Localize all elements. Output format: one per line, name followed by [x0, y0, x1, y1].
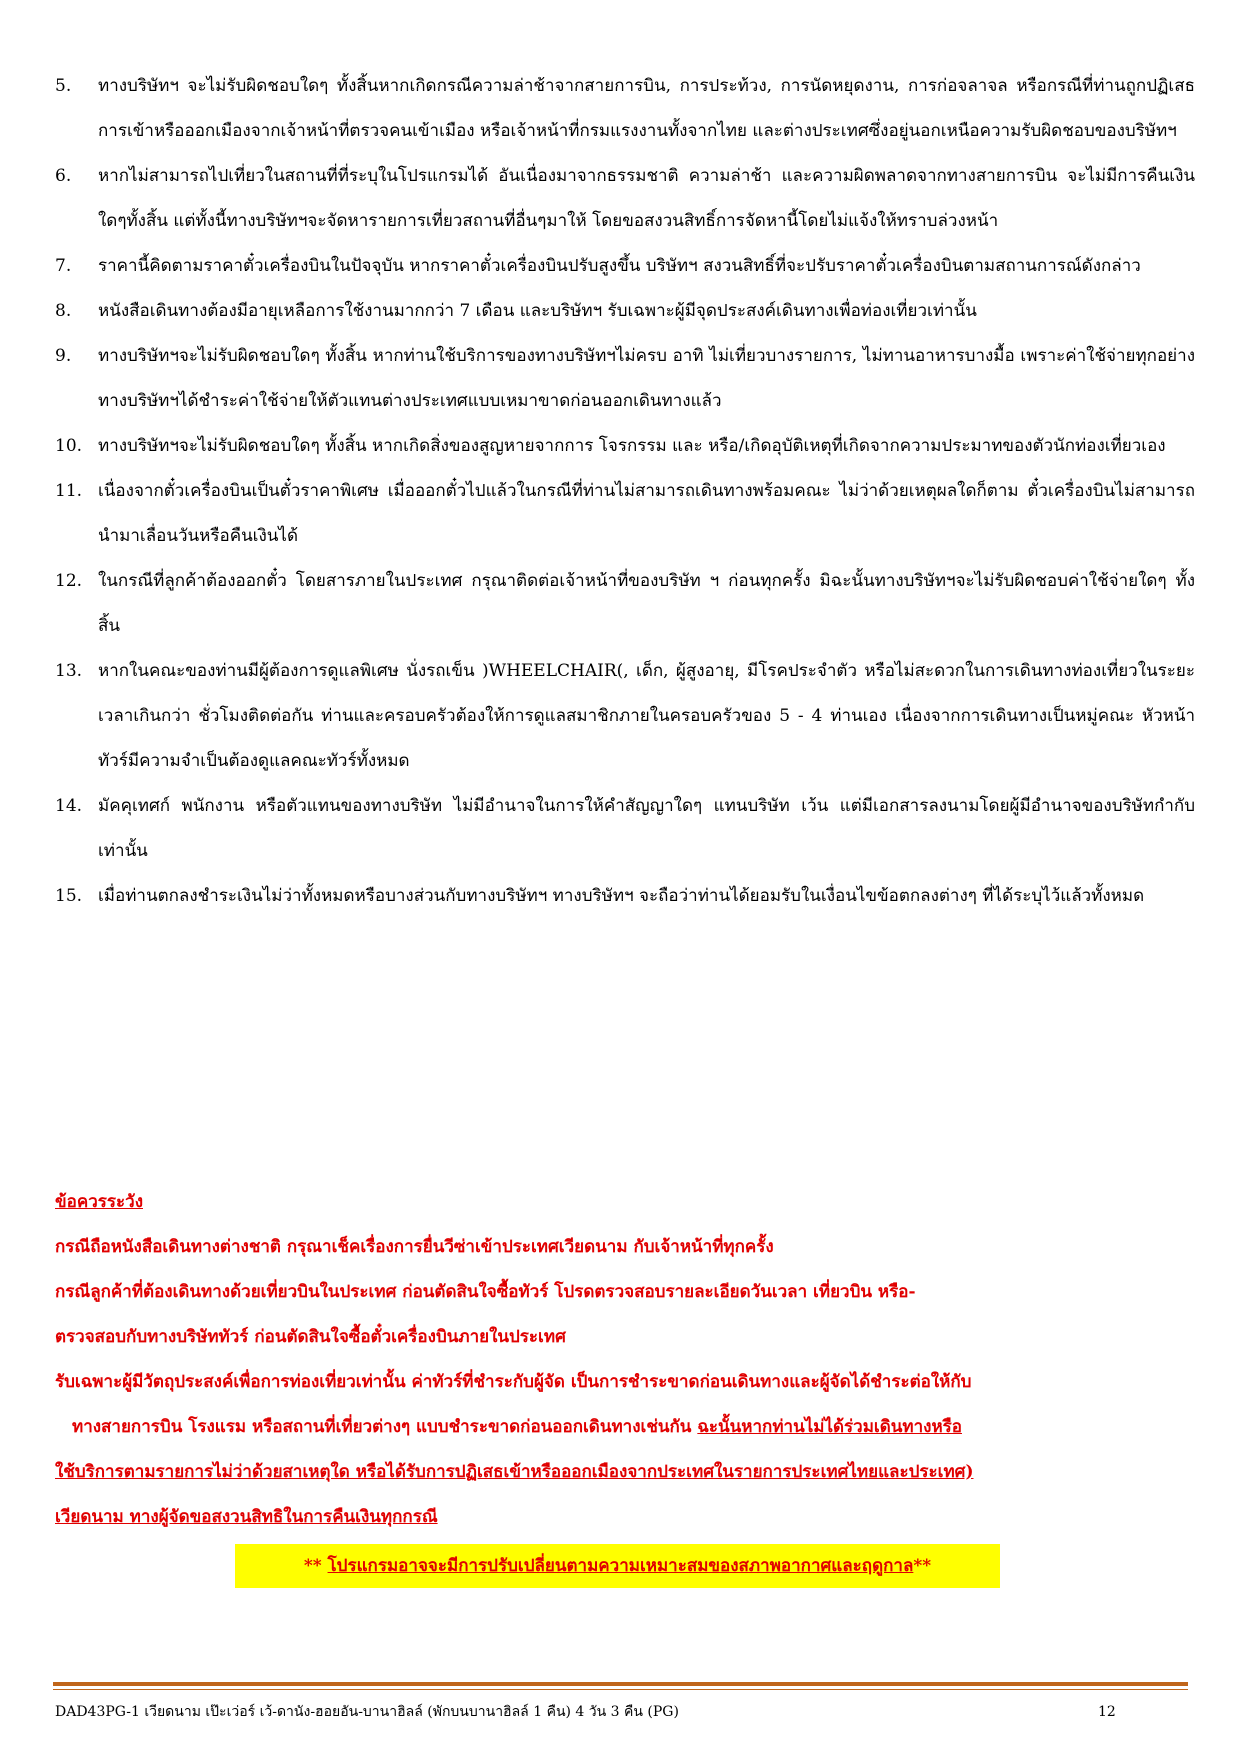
item-number: 14.	[55, 796, 83, 816]
item-number: 8.	[55, 301, 72, 321]
list-item	[55, 649, 1195, 784]
list-item	[55, 154, 1195, 244]
caution-line: เวียดนาม ทางผู้จัดขอสงวนสิทธิในการคืนเงินทุกกรณี	[55, 1507, 438, 1527]
item-text: เนื่องจากตั๋วเครื่องบินเป็นตั๋วราคาพิเศษ เมื่อออกตั๋วไปแล้วในกรณีที่ท่านไม่สามารถเดินทางพร้อมคณะ ไม่ว่าด้วยเหตุผลใดก็ตาม ตั๋วเครื่องบินไม่สามารถนำมาเลื่อนวันหรือคืนเงินได้	[98, 481, 1195, 546]
item-number: 12.	[55, 571, 83, 591]
list-item	[55, 559, 1195, 649]
item-number: 5.	[55, 76, 72, 96]
item-number: 10.	[55, 436, 83, 456]
list-item	[55, 334, 1195, 424]
list-item	[55, 424, 1195, 469]
footer-rule	[53, 1682, 1188, 1686]
footer-tour-code: DAD43PG-1 เวียดนาม เป๊ะเว่อร์ เว้-ดานัง-ฮอยอัน-บานาฮิลล์ (พักบนบานาฮิลล์ 1 คืน) 4 วัน 3 คืน (PG)	[55, 1704, 679, 1720]
item-text: ทางบริษัทฯ จะไม่รับผิดชอบใดๆ ทั้งสิ้นหากเกิดกรณีความล่าช้าจากสายการบิน, การประท้วง, การนัดหยุดงาน, การก่อจลาจล หรือกรณีที่ท่านถูกปฏิเสธ การเข้าหรือออกเมืองจากเจ้าหน้าที่ตรวจคนเข้าเมือง หรือเจ้าหน้าที่กรมแรงงานทั้งจากไทย และต่างประเทศซึ่งอยู่นอกเหนือความรับผิดชอบของบริษัทฯ	[98, 76, 1195, 141]
item-text: หนังสือเดินทางต้องมีอายุเหลือการใช้งานมากกว่า 7 เดือน และบริษัทฯ รับเฉพาะผู้มีจุดประสงค์เดินทางเพื่อท่องเที่ยวเท่านั้น	[98, 301, 977, 321]
list-item	[55, 64, 1195, 154]
notice-suffix: **	[913, 1556, 932, 1576]
caution-line-part: ฉะนั้นหากท่านไม่ได้ร่วมเดินทางหรือ	[697, 1417, 962, 1437]
caution-line-part: ทางสายการบิน โรงแรม หรือสถานที่เที่ยวต่างๆ แบบชำระขาดก่อนออกเดินทางเช่นกัน	[72, 1417, 692, 1437]
notice-prefix: **	[303, 1556, 328, 1576]
page-number: 12	[1098, 1704, 1116, 1720]
footer-rule	[53, 1689, 1188, 1690]
item-text: มัคคุเทศก์ พนักงาน หรือตัวแทนของทางบริษัท ไม่มีอำนาจในการให้คำสัญญาใดๆ แทนบริษัท เว้น แต่มีเอกสารลงนามโดยผู้มีอำนาจของบริษัทกำกับเท่านั้น	[98, 796, 1195, 861]
list-item	[55, 289, 1195, 334]
item-number: 15.	[55, 886, 83, 906]
list-item	[55, 784, 1195, 874]
item-text: ทางบริษัทฯจะไม่รับผิดชอบใดๆ ทั้งสิ้น หากเกิดสิ่งของสูญหายจากการ โจรกรรม และ หรือ/เกิดอุบัติเหตุที่เกิดจากความประมาทของตัวนักท่องเที่ยวเอง	[98, 436, 1166, 456]
caution-line	[55, 1405, 1195, 1450]
caution-line: ตรวจสอบกับทางบริษัททัวร์ ก่อนตัดสินใจซื้อตั๋วเครื่องบินภายในประเทศ	[55, 1327, 566, 1347]
item-text: ในกรณีที่ลูกค้าต้องออกตั๋ว โดยสารภายในประเทศ กรุณาติดต่อเจ้าหน้าที่ของบริษัท ฯ ก่อนทุกครั้ง มิฉะนั้นทางบริษัทฯจะไม่รับผิดชอบค่าใช้จ่ายใดๆ ทั้งสิ้น	[98, 571, 1195, 636]
item-number: 13.	[55, 661, 83, 681]
item-text: หากไม่สามารถไปเที่ยวในสถานที่ที่ระบุในโปรแกรมได้ อันเนื่องมาจากธรรมชาติ ความล่าช้า และความผิดพลาดจากทางสายการบิน จะไม่มีการคืนเงินใดๆทั้งสิ้น แต่ทั้งนี้ทางบริษัทฯจะจัดหารายการเที่ยวสถานที่อื่นๆมาให้ โดยขอสงวนสิทธิ์การจัดหานี้โดยไม่แจ้งให้ทราบล่วงหน้า	[98, 166, 1195, 231]
item-number: 9.	[55, 346, 72, 366]
caution-line: กรณีลูกค้าที่ต้องเดินทางด้วยเที่ยวบินในประเทศ ก่อนตัดสินใจซื้อทัวร์ โปรดตรวจสอบรายละเอียดวันเวลา เที่ยวบิน หรือ-	[55, 1282, 916, 1302]
terms-list	[55, 64, 1195, 919]
caution-line: ใช้บริการตามรายการไม่ว่าด้วยสาเหตุใด หรือได้รับการปฏิเสธเข้าหรือออกเมืองจากประเทศในรายการประเทศไทยและประเทศ)	[55, 1462, 974, 1482]
program-notice	[235, 1544, 1000, 1588]
caution-title: ข้อควรระวัง	[55, 1192, 143, 1212]
caution-line: กรณีถือหนังสือเดินทางต่างชาติ กรุณาเช็คเรื่องการยื่นวีซ่าเข้าประเทศเวียดนาม กับเจ้าหน้าที่ทุกครั้ง	[55, 1237, 774, 1257]
item-number: 11.	[55, 481, 83, 501]
list-item	[55, 244, 1195, 289]
item-text: ทางบริษัทฯจะไม่รับผิดชอบใดๆ ทั้งสิ้น หากท่านใช้บริการของทางบริษัทฯไม่ครบ อาทิ ไม่เที่ยวบางรายการ, ไม่ทานอาหารบางมื้อ เพราะค่าใช้จ่ายทุกอย่าง ทางบริษัทฯได้ชำระค่าใช้จ่ายให้ตัวแทนต่างประเทศแบบเหมาขาดก่อนออกเดินทางแล้ว	[98, 346, 1195, 411]
list-item	[55, 469, 1195, 559]
caution-section	[55, 1180, 1195, 1540]
item-text: ราคานี้คิดตามราคาตั๋วเครื่องบินในปัจจุบัน หากราคาตั๋วเครื่องบินปรับสูงขึ้น บริษัทฯ สงวนสิทธิ์ที่จะปรับราคาตั๋วเครื่องบินตามสถานการณ์ดังกล่าว	[98, 256, 1141, 276]
list-item	[55, 874, 1195, 919]
item-text: เมื่อท่านตกลงชำระเงินไม่ว่าทั้งหมดหรือบางส่วนกับทางบริษัทฯ ทางบริษัทฯ จะถือว่าท่านได้ยอมรับในเงื่อนไขข้อตกลงต่างๆ ที่ได้ระบุไว้แล้วทั้งหมด	[98, 886, 1145, 906]
item-number: 6.	[55, 166, 72, 186]
program-notice-text	[235, 1544, 1000, 1588]
notice-body: โปรแกรมอาจจะมีการปรับเปลี่ยนตามความเหมาะสมของสภาพอากาศและฤดูกาล	[327, 1556, 914, 1576]
caution-line: รับเฉพาะผู้มีวัตถุประสงค์เพื่อการท่องเที่ยวเท่านั้น ค่าทัวร์ที่ชำระกับผู้จัด เป็นการชำระขาดก่อนเดินทางและผู้จัดได้ชำระต่อให้กับ	[55, 1372, 972, 1392]
item-number: 7.	[55, 256, 72, 276]
item-text: หากในคณะของท่านมีผู้ต้องการดูแลพิเศษ นั่งรถเข็น )WHEELCHAIR(, เด็ก, ผู้สูงอายุ, มีโรคประจำตัว หรือไม่สะดวกในการเดินทางท่องเที่ยวในระยะเวลาเกินกว่า ชั่วโมงติดต่อกัน ท่านและครอบครัวต้องให้การดูแลสมาชิกภายในครอบครัวของ 5 - 4 ท่านเอง เนื่องจากการเดินทางเป็นหมู่คณะ หัวหน้าทัวร์มีความจำเป็นต้องดูแลคณะทัวร์ทั้งหมด	[98, 661, 1195, 771]
